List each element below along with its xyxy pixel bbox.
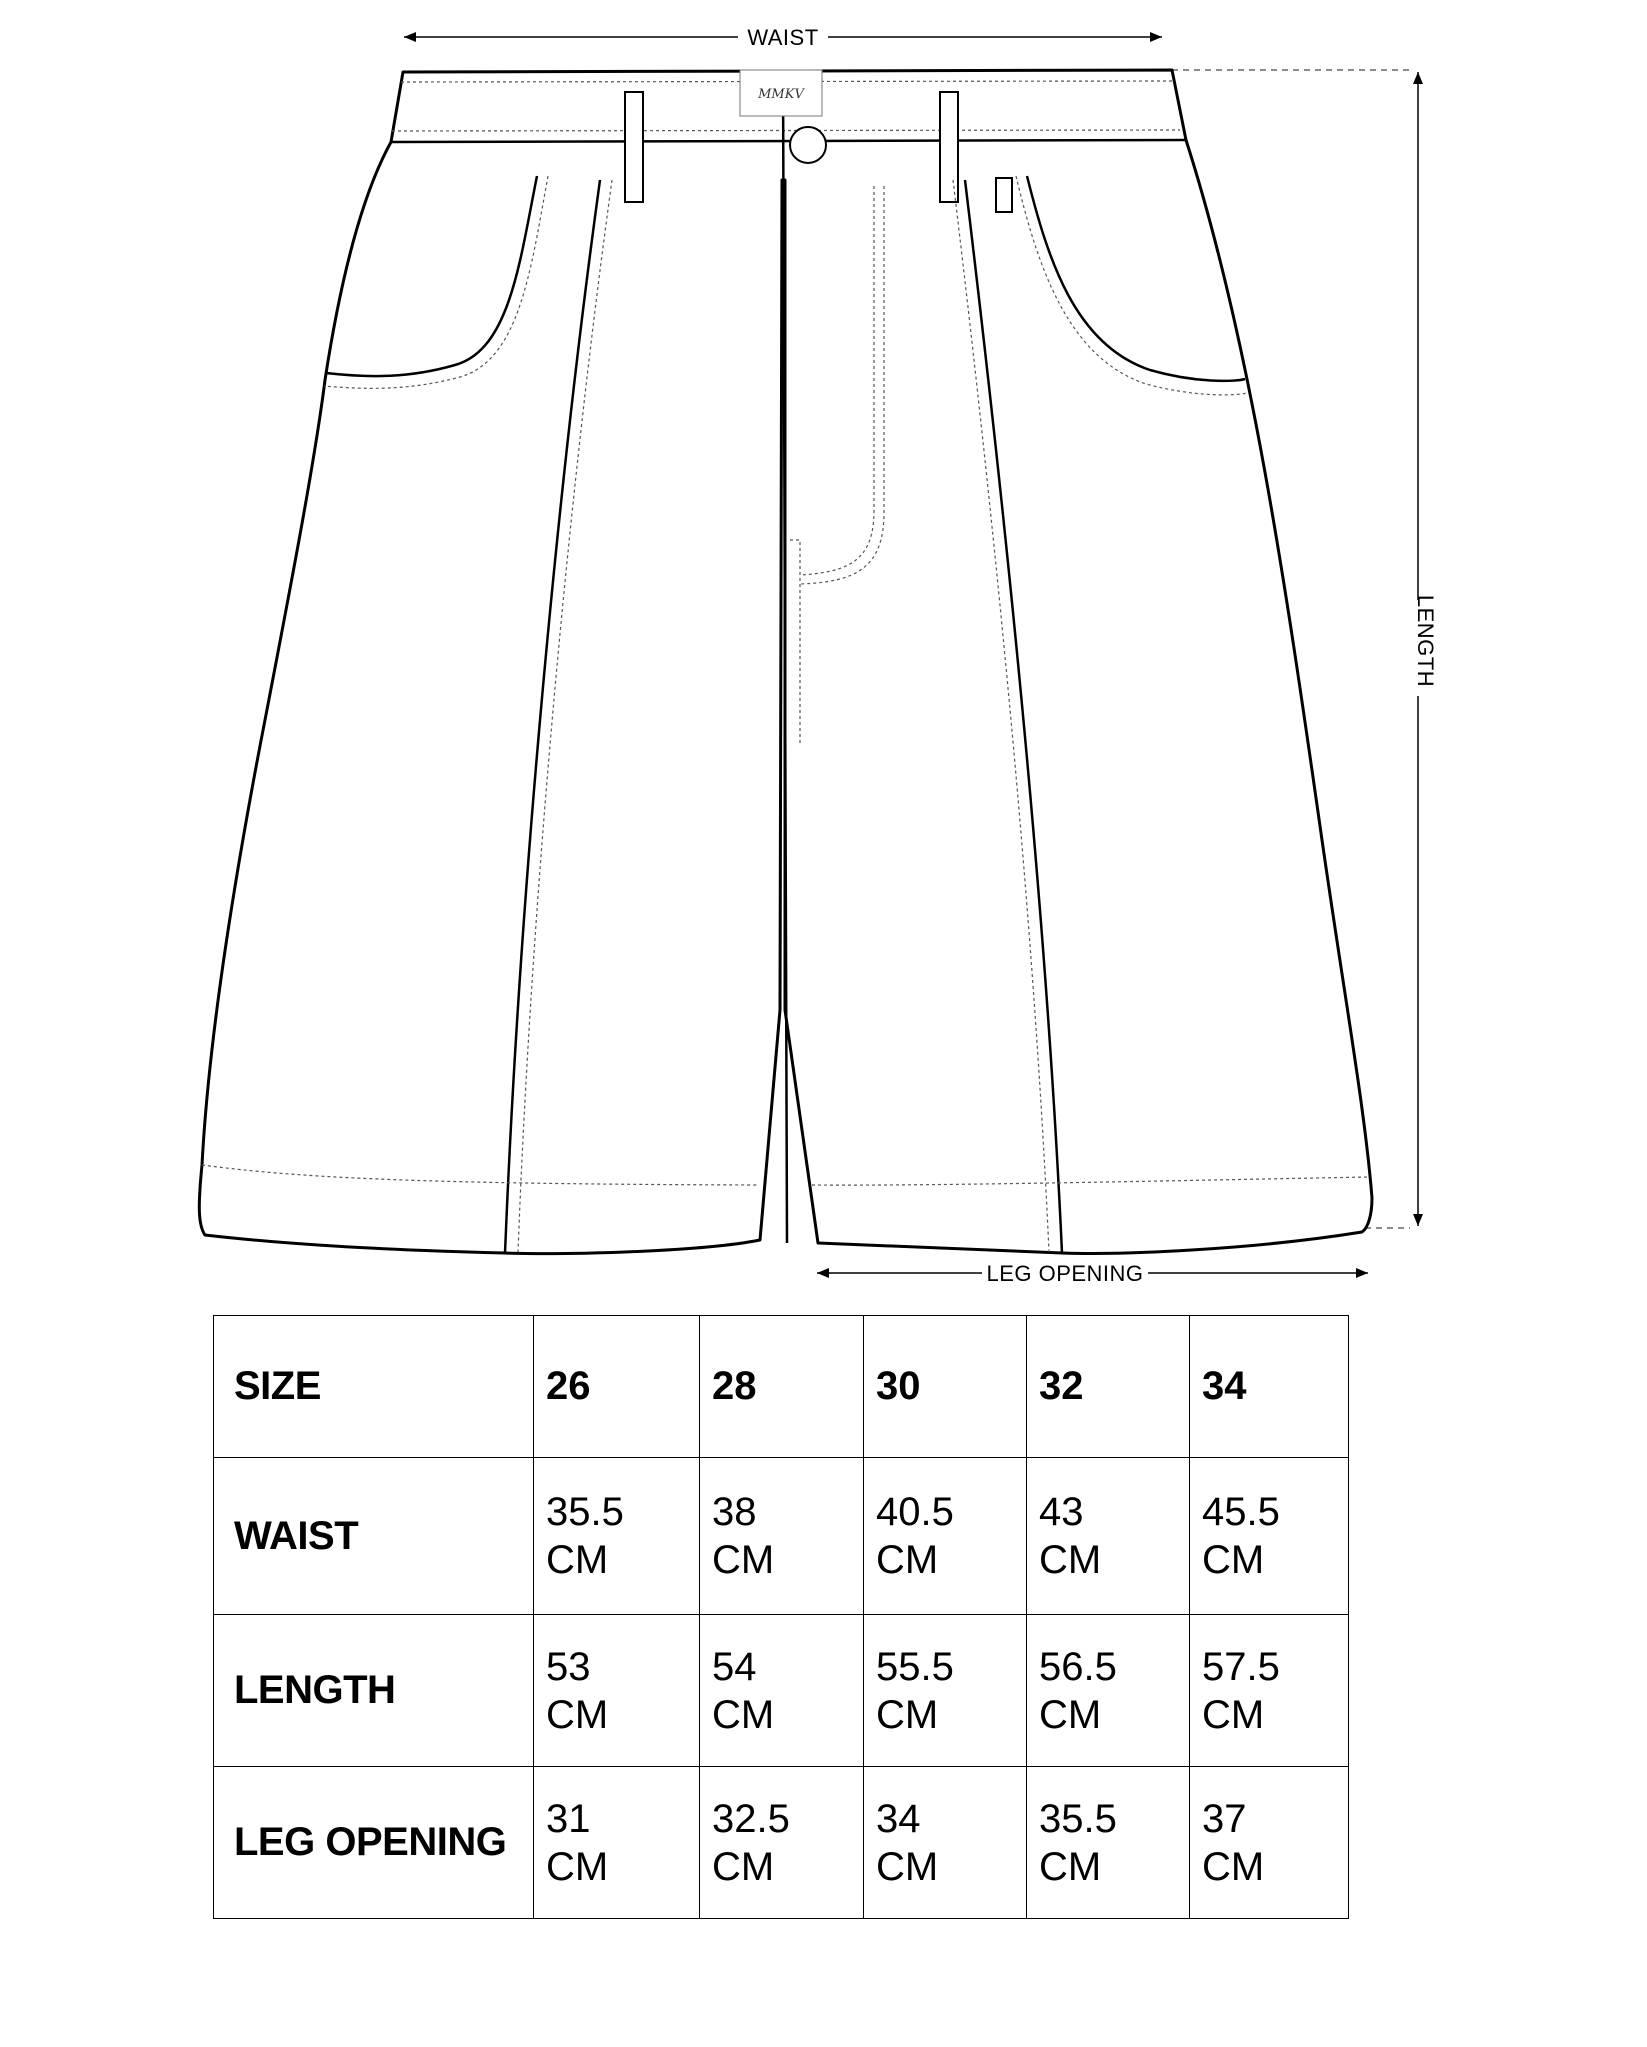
waist-dimension-label: WAIST (747, 25, 819, 50)
waist-value-28: 38 CM (700, 1458, 864, 1615)
length-row (214, 1615, 1349, 1767)
leg-opening-dimension-label: LEG OPENING (986, 1261, 1144, 1286)
length-value-30: 55.5 CM (864, 1615, 1027, 1767)
leg-opening-row-label: LEG OPENING (214, 1767, 534, 1919)
leg-opening-value-26: 31 CM (534, 1767, 700, 1919)
leg-opening-dimension (817, 1261, 1368, 1286)
size-chart-table (213, 1315, 1349, 1919)
leg-opening-value-28: 32.5 CM (700, 1767, 864, 1919)
leg-opening-value-30: 34 CM (864, 1767, 1027, 1919)
leg-opening-value-34: 37 CM (1190, 1767, 1349, 1919)
waist-value-26: 35.5 CM (534, 1458, 700, 1615)
waist-value-30: 40.5 CM (864, 1458, 1027, 1615)
waist-row (214, 1458, 1349, 1615)
size-header-label: SIZE (214, 1316, 534, 1458)
brand-tag-text: MMKV (758, 87, 804, 102)
waist-row-label: WAIST (214, 1458, 534, 1615)
leg-opening-row (214, 1767, 1349, 1919)
size-34: 34 (1190, 1316, 1349, 1458)
length-value-28: 54 CM (700, 1615, 864, 1767)
waist-dimension (404, 25, 1162, 50)
length-row-label: LENGTH (214, 1615, 534, 1767)
leg-opening-value-32: 35.5 CM (1027, 1767, 1190, 1919)
size-26: 26 (534, 1316, 700, 1458)
size-32: 32 (1027, 1316, 1190, 1458)
waist-value-34: 45.5 CM (1190, 1458, 1349, 1615)
waist-value-32: 43 CM (1027, 1458, 1190, 1615)
size-28: 28 (700, 1316, 864, 1458)
size-header-row (214, 1316, 1349, 1458)
length-value-34: 57.5 CM (1190, 1615, 1349, 1767)
length-dimension-label: LENGTH (1413, 594, 1438, 688)
length-value-26: 53 CM (534, 1615, 700, 1767)
shorts-outline (199, 70, 1372, 1254)
length-value-32: 56.5 CM (1027, 1615, 1190, 1767)
size-30: 30 (864, 1316, 1027, 1458)
